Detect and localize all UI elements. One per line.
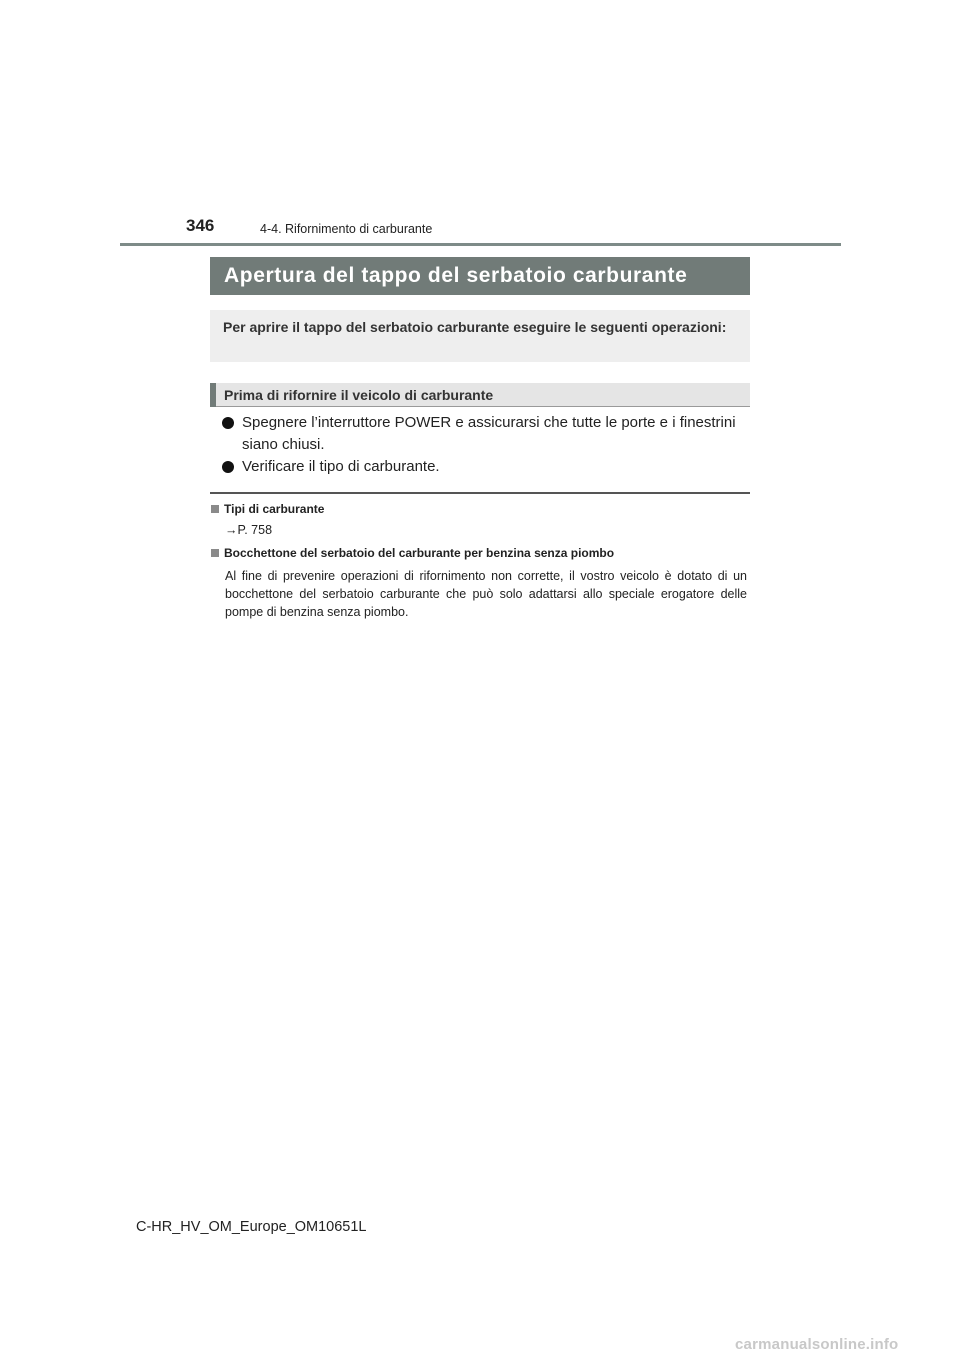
bullet-item (222, 456, 750, 478)
title-bar (210, 257, 750, 295)
intro-box (210, 310, 750, 362)
bullet-item (222, 412, 750, 456)
subsection-header (210, 383, 750, 407)
info-title (211, 502, 324, 516)
intro-text: Per aprire il tappo del serbatoio carburante eseguire le seguenti operazioni: (223, 319, 727, 335)
header-rule (120, 243, 841, 246)
bullet-dot-icon (222, 461, 234, 473)
page-title: Apertura del tappo del serbatoio carburante (224, 264, 688, 287)
page-reference-link[interactable]: →P. 758 (225, 523, 273, 537)
watermark: carmanualsonline.info (735, 1336, 899, 1353)
info-body: Al fine di prevenire operazioni di rifornimento non corrette, il vostro veicolo è dotato di un bocchettone del serbatoio carburante che può solo adattarsi allo speciale erogatore delle pompe di benzina senza piombo. (225, 569, 747, 619)
subsection-marker (210, 383, 216, 407)
info-title-text: Tipi di carburante (224, 502, 325, 516)
subsection-heading: Prima di rifornire il veicolo di carburante (224, 387, 494, 403)
info-title (211, 546, 614, 560)
square-bullet-icon (211, 505, 219, 513)
bullet-text: Verificare il tipo di carburante. (242, 458, 440, 475)
page-number: 346 (186, 216, 215, 235)
bullet-text: Spegnere l’interruttore POWER e assicurarsi che tutte le porte e i finestrini siano chiusi. (242, 414, 736, 453)
footer-document-code: C-HR_HV_OM_Europe_OM10651L (136, 1219, 367, 1235)
info-title-text: Bocchettone del serbatoio del carburante per benzina senza piombo (224, 546, 615, 560)
bullet-dot-icon (222, 417, 234, 429)
section-label: 4-4. Rifornimento di carburante (260, 222, 433, 236)
square-bullet-icon (211, 549, 219, 557)
section-divider (210, 492, 750, 494)
